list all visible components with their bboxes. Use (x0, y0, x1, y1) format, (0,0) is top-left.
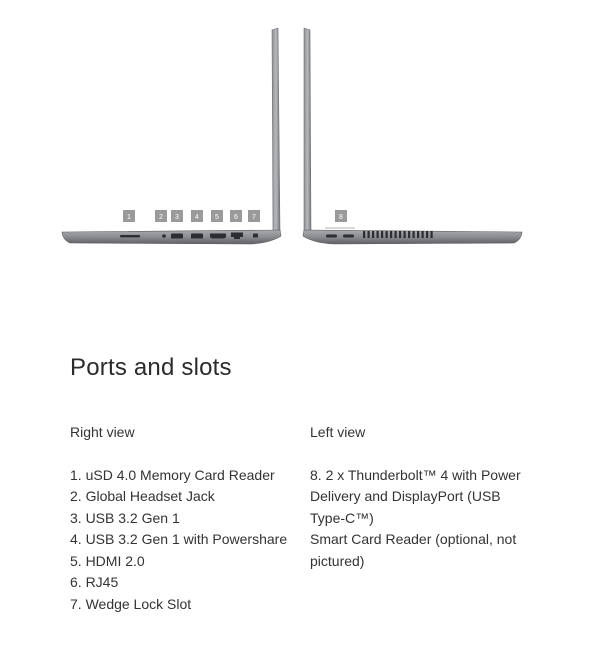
badge-1 (123, 210, 135, 222)
left-view-list (310, 465, 530, 573)
svg-text:2: 2 (159, 214, 163, 221)
svg-text:8: 8 (339, 214, 343, 221)
hdmi-port (210, 234, 226, 239)
badge-8 (335, 210, 347, 222)
list-item: 8. 2 x Thunderbolt™ 4 with Power Delivery and DisplayPort (USB Type-C™) (310, 466, 521, 526)
badge-2 (155, 210, 167, 222)
left-view-badges (325, 210, 355, 228)
left-view-heading: Left view (310, 424, 366, 440)
list-item: 6. RJ45 (70, 574, 119, 590)
headset-jack (162, 234, 166, 238)
laptop-side-views-figure (0, 0, 600, 290)
right-view-badges (123, 210, 260, 222)
svg-text:4: 4 (195, 214, 199, 221)
left-view-column (310, 422, 530, 572)
svg-text:7: 7 (252, 214, 256, 221)
thunderbolt-port-1 (326, 235, 337, 238)
usb-a-powershare-port (191, 234, 203, 239)
laptop-lid (272, 28, 280, 236)
svg-text:6: 6 (234, 214, 238, 221)
right-view-column (70, 422, 310, 615)
right-view-heading: Right view (70, 424, 135, 440)
list-item: 4. USB 3.2 Gen 1 with Powershare (70, 531, 288, 547)
list-item: 3. USB 3.2 Gen 1 (70, 509, 180, 526)
usd-card-slot (120, 235, 140, 237)
badge-5 (211, 210, 223, 222)
badge-4 (191, 210, 203, 222)
badge-6 (230, 210, 242, 222)
laptop-lid (304, 28, 311, 236)
list-item: 5. HDMI 2.0 (70, 552, 145, 569)
list-item: 7. Wedge Lock Slot (70, 595, 192, 612)
section-title: Ports and slots (70, 354, 232, 381)
usb-a-port (171, 234, 183, 239)
badge-7 (248, 210, 260, 222)
list-item: 2. Global Headset Jack (70, 488, 215, 504)
svg-text:3: 3 (175, 214, 179, 221)
list-item: 1. uSD 4.0 Memory Card Reader (70, 466, 275, 483)
wedge-lock-slot (253, 234, 258, 238)
badge-3 (171, 210, 183, 222)
list-item: Smart Card Reader (optional, not pictured) (310, 531, 517, 569)
right-view-list (70, 465, 310, 616)
svg-text:5: 5 (215, 214, 219, 221)
svg-text:1: 1 (127, 214, 131, 221)
thunderbolt-port-2 (343, 235, 354, 238)
